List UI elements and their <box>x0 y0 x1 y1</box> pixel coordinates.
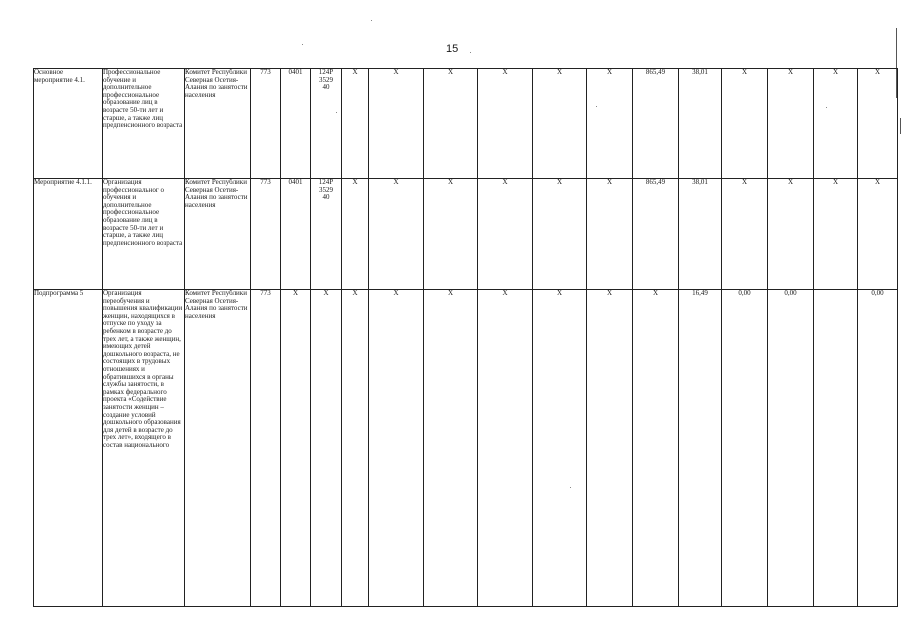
value-cell: 865,49 <box>633 179 679 290</box>
value-cell <box>814 290 858 607</box>
budget-table <box>33 68 898 607</box>
table-row <box>34 69 898 179</box>
csr-cell: 124Р 3529 40 <box>311 69 342 179</box>
value-cell: X <box>814 69 858 179</box>
csr-cell: 124Р 3529 40 <box>311 179 342 290</box>
grbs-cell: 773 <box>251 69 281 179</box>
value-cell: X <box>424 69 478 179</box>
value-cell: X <box>342 179 369 290</box>
value-cell: 0,00 <box>722 290 768 607</box>
value-cell: X <box>633 290 679 607</box>
value-cell: X <box>533 69 587 179</box>
value-cell: X <box>814 179 858 290</box>
value-cell: X <box>369 179 424 290</box>
value-cell: 38,01 <box>679 179 722 290</box>
value-cell: 0,00 <box>768 290 814 607</box>
value-cell: X <box>478 69 533 179</box>
value-cell: 38,01 <box>679 69 722 179</box>
scan-edge-mark <box>900 118 901 134</box>
page-number: 15 <box>446 43 459 55</box>
value-cell: X <box>768 179 814 290</box>
grbs-cell: 773 <box>251 290 281 607</box>
value-cell: X <box>478 290 533 607</box>
row-executor: Комитет Республики Северная Осетия-Алания по занятости населения <box>185 179 251 290</box>
value-cell: 865,49 <box>633 69 679 179</box>
row-executor: Комитет Республики Северная Осетия-Алания по занятости населения <box>185 290 251 607</box>
value-cell: X <box>424 179 478 290</box>
value-cell: X <box>587 179 633 290</box>
value-cell: X <box>587 290 633 607</box>
table-row <box>34 179 898 290</box>
value-cell: X <box>342 69 369 179</box>
table-row <box>34 290 898 607</box>
value-cell: X <box>369 69 424 179</box>
rzpr-cell: X <box>281 290 311 607</box>
rzpr-cell: 0401 <box>281 179 311 290</box>
row-name: Подпрограмма 5 <box>34 290 103 607</box>
row-description: Организация переобучения и повышения квалификации женщин, находящихся в отпуске по уходу за ребенком в возрасте до трех лет, а также женщин, имеющих детей дошкольного возраста, не состоящих в трудовых отношениях и обратившихся в органы службы занятости, в рамках федерального проекта «Содействие занятости женщин – создание условий дошкольного образования для детей в возрасте до трех лет», входящего в состав национального <box>103 290 185 607</box>
value-cell: X <box>369 290 424 607</box>
value-cell: X <box>858 179 898 290</box>
row-description: Профессиональное обучение и дополнительное профессиональное образование лиц в возрасте 50-ти лет и старше, а также лиц предпенсионного возраста <box>103 69 185 179</box>
value-cell: X <box>858 69 898 179</box>
value-cell: X <box>478 179 533 290</box>
value-cell: X <box>533 290 587 607</box>
csr-cell: X <box>311 290 342 607</box>
row-description: Организация профессиональног о обучения и дополнительное профессиональное образование лиц в возрасте 50-ти лет и старше, а также лиц предпенсионного возраста <box>103 179 185 290</box>
value-cell: X <box>533 179 587 290</box>
value-cell: X <box>342 290 369 607</box>
value-cell: X <box>424 290 478 607</box>
value-cell: X <box>768 69 814 179</box>
value-cell: 0,00 <box>858 290 898 607</box>
value-cell: X <box>722 69 768 179</box>
rzpr-cell: 0401 <box>281 69 311 179</box>
row-name: Мероприятие 4.1.1. <box>34 179 103 290</box>
value-cell: X <box>722 179 768 290</box>
grbs-cell: 773 <box>251 179 281 290</box>
row-executor: Комитет Республики Северная Осетия-Алания по занятости населения <box>185 69 251 179</box>
row-name: Основное мероприятие 4.1. <box>34 69 103 179</box>
value-cell: 16,49 <box>679 290 722 607</box>
value-cell: X <box>587 69 633 179</box>
